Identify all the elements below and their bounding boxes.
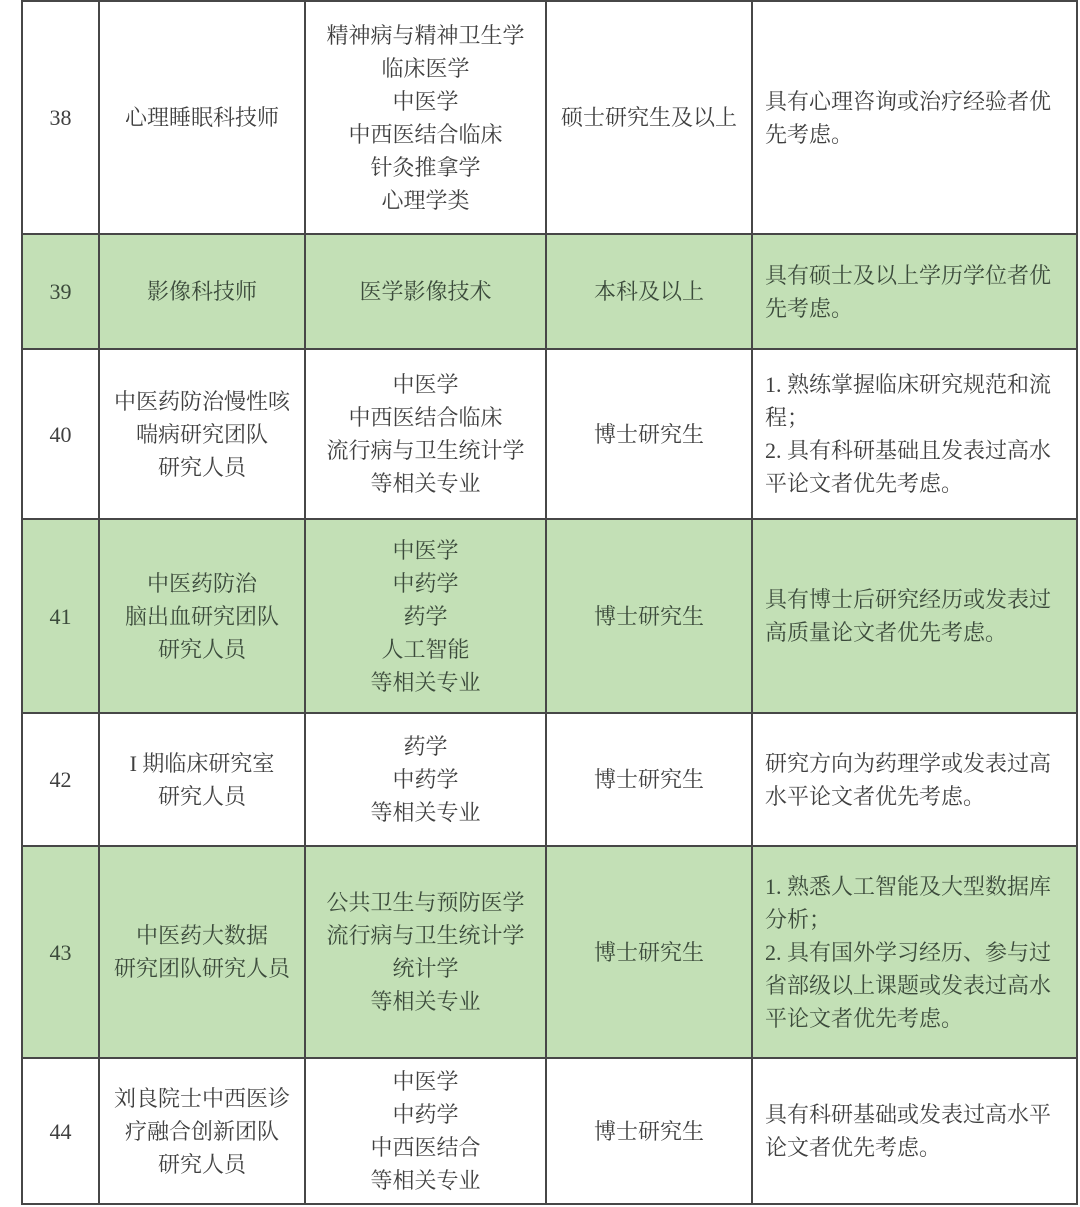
- cell-position-title: [99, 349, 305, 519]
- position-title-line: 研究人员: [157, 636, 246, 662]
- major-line: 针灸推拿学: [370, 154, 481, 180]
- table-row: [22, 349, 1077, 519]
- education-requirement: 本科及以上: [593, 279, 704, 304]
- education-requirement: 博士研究生: [593, 603, 704, 629]
- row-number: 41: [49, 603, 72, 629]
- major-line: 精神病与精神卫生学: [326, 22, 525, 48]
- major-line: 中西医结合临床: [348, 405, 503, 430]
- cell-majors: [305, 1058, 546, 1204]
- cell-majors: [305, 846, 546, 1058]
- cell-requirements: [752, 1, 1077, 234]
- major-line: 中药学: [392, 1102, 459, 1127]
- major-line: 等相关专业: [370, 1168, 481, 1193]
- major-line: 等相关专业: [370, 989, 481, 1014]
- education-requirement: 博士研究生: [593, 767, 704, 792]
- cell-requirements: [752, 846, 1077, 1058]
- major-line: 人工智能: [381, 636, 470, 662]
- major-line: 药学: [403, 603, 448, 629]
- major-line: 统计学: [392, 956, 459, 981]
- cell-row-number: [22, 1, 99, 234]
- position-title-line: 疗融合创新团队: [124, 1118, 279, 1144]
- cell-position-title: [99, 234, 305, 349]
- cell-row-number: [22, 234, 99, 349]
- cell-education: [546, 713, 752, 846]
- major-line: 中药学: [392, 767, 459, 792]
- cell-education: [546, 234, 752, 349]
- major-line: 心理学类: [381, 187, 470, 213]
- position-title-line: 中医药大数据: [135, 923, 268, 948]
- cell-requirements: [752, 713, 1077, 846]
- major-line: 公共卫生与预防医学: [326, 890, 525, 915]
- cell-majors: [305, 519, 546, 713]
- row-number: 39: [49, 279, 72, 304]
- major-line: 中医学: [392, 372, 459, 397]
- major-line: 等相关专业: [370, 471, 481, 496]
- cell-position-title: [99, 1058, 305, 1204]
- major-line: 中医学: [392, 537, 459, 563]
- table-row: [22, 1058, 1077, 1204]
- table-row: [22, 1, 1077, 234]
- row-number: 43: [49, 939, 72, 965]
- row-number: 38: [49, 105, 72, 130]
- cell-requirements: [752, 234, 1077, 349]
- position-title-line: 心理睡眠科技师: [124, 105, 279, 130]
- cell-education: [546, 1058, 752, 1204]
- cell-education: [546, 519, 752, 713]
- cell-requirements: [752, 349, 1077, 519]
- cell-position-title: [99, 1, 305, 234]
- education-requirement: 博士研究生: [593, 1118, 704, 1144]
- position-title-line: 中医药防治: [146, 570, 257, 596]
- requirement-item: 1. 熟练掌握临床研究规范和流程；: [765, 372, 1052, 430]
- position-title-line: 研究人员: [157, 1151, 246, 1177]
- cell-education: [546, 1, 752, 234]
- row-number: 42: [49, 767, 72, 792]
- major-line: 等相关专业: [370, 669, 481, 695]
- position-title-line: 研究人员: [157, 783, 246, 809]
- position-title-line: 影像科技师: [146, 279, 257, 304]
- major-line: 流行病与卫生统计学: [326, 438, 525, 463]
- position-title-line: 喘病研究团队: [135, 421, 268, 447]
- cell-education: [546, 349, 752, 519]
- major-line: 中医学: [392, 1069, 459, 1094]
- position-title-line: 研究人员: [157, 454, 246, 480]
- cell-row-number: [22, 846, 99, 1058]
- cell-row-number: [22, 1058, 99, 1204]
- position-title-line: 中医药防治慢性咳: [113, 388, 290, 414]
- cell-position-title: [99, 519, 305, 713]
- cell-majors: [305, 1, 546, 234]
- requirement-item: 具有博士后研究经历或发表过高质量论文者优先考虑。: [765, 587, 1052, 645]
- major-line: 医学影像技术: [359, 279, 492, 304]
- cell-position-title: [99, 713, 305, 846]
- recruitment-table: [21, 0, 1078, 1205]
- cell-majors: [305, 349, 546, 519]
- row-number: 40: [49, 421, 72, 447]
- cell-education: [546, 846, 752, 1058]
- position-title-line: 研究团队研究人员: [113, 956, 290, 981]
- cell-majors: [305, 713, 546, 846]
- table-row: [22, 846, 1077, 1058]
- education-requirement: 博士研究生: [593, 421, 704, 447]
- cell-requirements: [752, 519, 1077, 713]
- requirement-item: 具有硕士及以上学历学位者优先考虑。: [765, 262, 1052, 321]
- major-line: 流行病与卫生统计学: [326, 923, 525, 948]
- position-title-line: 刘良院士中西医诊: [113, 1085, 290, 1111]
- table-row: [22, 519, 1077, 713]
- requirement-item: 2. 具有科研基础且发表过高水平论文者优先考虑。: [765, 438, 1052, 496]
- major-line: 中西医结合临床: [348, 121, 503, 147]
- major-line: 中西医结合: [370, 1135, 481, 1160]
- cell-requirements: [752, 1058, 1077, 1204]
- cell-position-title: [99, 846, 305, 1058]
- table-row: [22, 234, 1077, 349]
- cell-majors: [305, 234, 546, 349]
- major-line: 等相关专业: [370, 800, 481, 825]
- requirement-item: 1. 熟悉人工智能及大型数据库分析；: [765, 873, 1052, 932]
- education-requirement: 硕士研究生及以上: [560, 105, 737, 130]
- requirement-item: 具有科研基础或发表过高水平论文者优先考虑。: [765, 1102, 1052, 1160]
- major-line: 药学: [403, 734, 448, 759]
- position-title-line: I 期临床研究室: [129, 750, 275, 776]
- job-table-body: [22, 1, 1077, 1204]
- table-row: [22, 713, 1077, 846]
- row-number: 44: [49, 1118, 72, 1144]
- major-line: 中医学: [392, 88, 459, 114]
- requirement-item: 具有心理咨询或治疗经验者优先考虑。: [765, 88, 1052, 147]
- major-line: 临床医学: [381, 55, 470, 81]
- cell-row-number: [22, 349, 99, 519]
- education-requirement: 博士研究生: [593, 939, 704, 965]
- cell-row-number: [22, 519, 99, 713]
- requirement-item: 2. 具有国外学习经历、参与过省部级以上课题或发表过高水平论文者优先考虑。: [765, 939, 1052, 1031]
- requirement-item: 研究方向为药理学或发表过高水平论文者优先考虑。: [765, 750, 1052, 809]
- cell-row-number: [22, 713, 99, 846]
- major-line: 中药学: [392, 570, 459, 596]
- position-title-line: 脑出血研究团队: [124, 603, 279, 629]
